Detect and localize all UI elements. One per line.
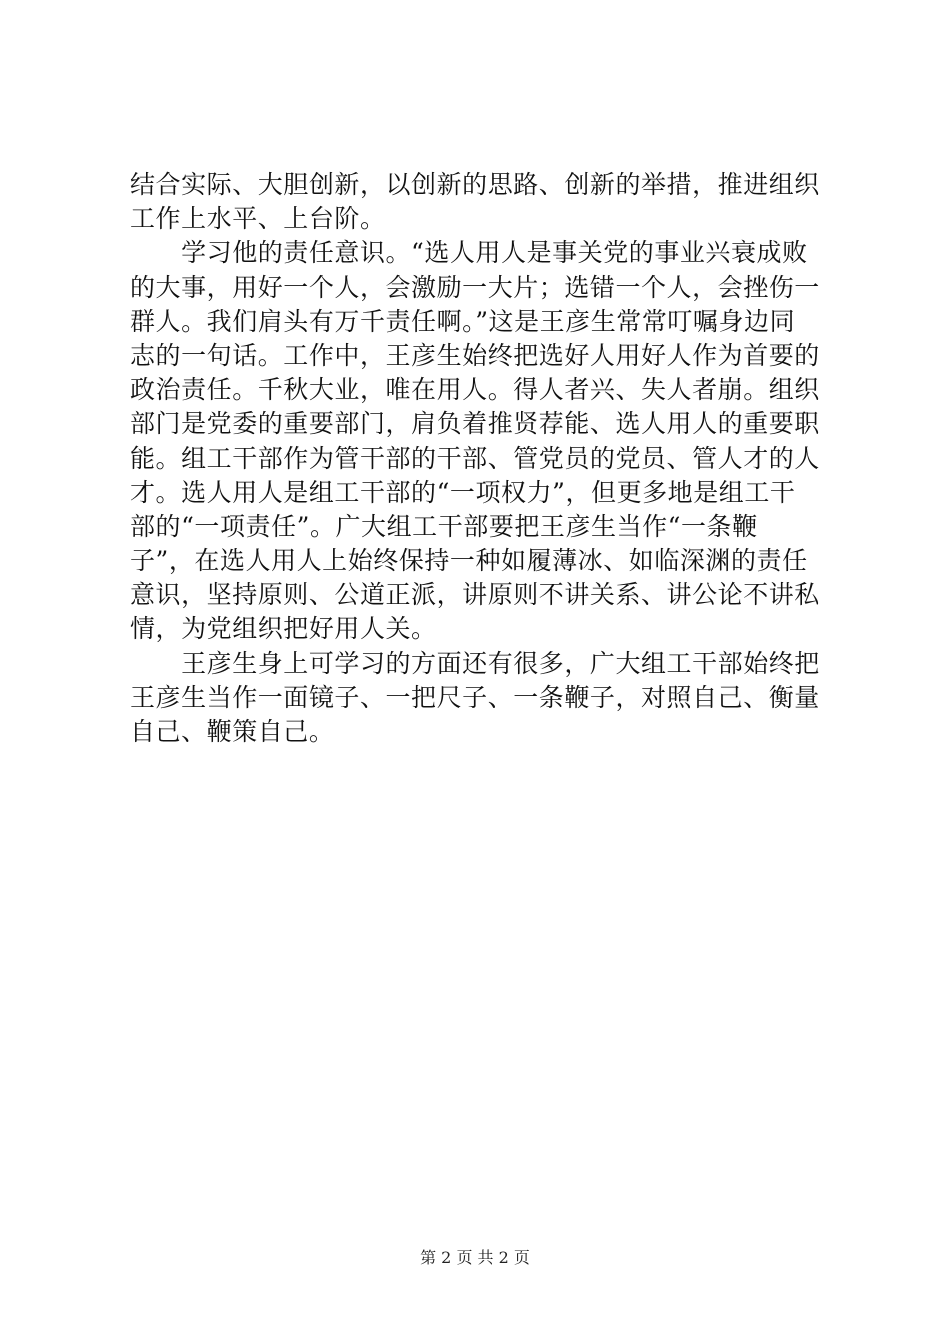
text-line: 王彦生当作一面镜子、一把尺子、一条鞭子，对照自己、衡量: [130, 682, 820, 712]
text-line: 政治责任。千秋大业，唯在用人。得人者兴、失人者崩。组织: [130, 375, 820, 405]
text-line: 部门是党委的重要部门，肩负着推贤荐能、选人用人的重要职: [130, 409, 820, 439]
text-line: 王彦生身上可学习的方面还有很多，广大组工干部始终把: [130, 648, 820, 678]
text-line: 才。选人用人是组工干部的“一项权力”，但更多地是组工干: [130, 477, 796, 507]
text-line: 群人。我们肩头有万千责任啊。”这是王彦生常常叮嘱身边同: [130, 306, 796, 336]
text-line: 志的一句话。工作中，王彦生始终把选好人用好人作为首要的: [130, 340, 820, 370]
text-line: 子”，在选人用人上始终保持一种如履薄冰、如临深渊的责任: [130, 546, 808, 576]
page-footer: [0, 1245, 950, 1268]
text-line: 工作上水平、上台阶。: [130, 204, 386, 234]
text-line: 意识，坚持原则、公道正派，讲原则不讲关系、讲公论不讲私: [130, 580, 820, 610]
page-number-label: 第 2 页 共 2 页: [420, 1248, 530, 1267]
text-line: 的大事，用好一个人，会激励一大片；选错一个人，会挫伤一: [130, 272, 820, 302]
text-line: 情，为党组织把好用人关。: [130, 614, 437, 644]
text-line: 部的“一项责任”。广大组工干部要把王彦生当作“一条鞭: [130, 511, 758, 541]
text-line: 能。组工干部作为管干部的干部、管党员的党员、管人才的人: [130, 443, 820, 473]
text-line: 学习他的责任意识。“选人用人是事关党的事业兴衰成败: [130, 238, 808, 268]
text-line: 结合实际、大胆创新，以创新的思路、创新的举措，推进组织: [130, 170, 820, 199]
text-line: 自己、鞭策自己。: [130, 717, 335, 746]
body-text: [130, 168, 830, 749]
